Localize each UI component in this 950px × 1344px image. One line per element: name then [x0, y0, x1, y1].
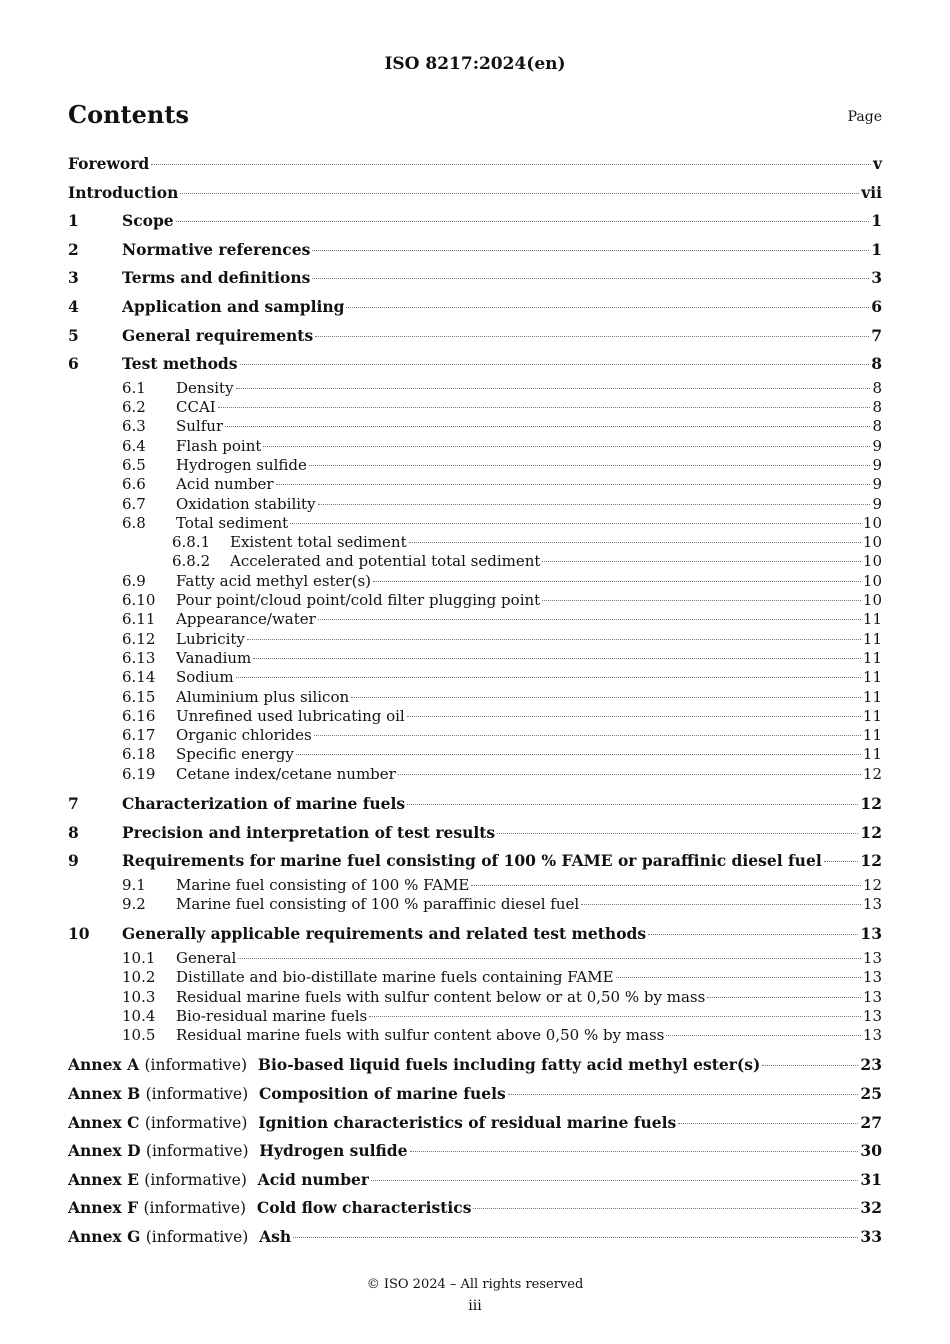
annex-title: Composition of marine fuels [258, 1084, 506, 1104]
page-number: iii [468, 1298, 482, 1314]
toc-annex-entry[interactable] [68, 1194, 882, 1223]
dot-leader [707, 997, 861, 998]
toc-entry[interactable] [68, 630, 882, 649]
toc-page-number: 32 [860, 1198, 882, 1218]
toc-page-number: v [872, 154, 882, 173]
toc-page-number: 1 [871, 239, 882, 259]
toc-entry-title: Pour point/cloud point/cold filter plugging point [176, 591, 541, 610]
toc-page-number: 13 [862, 1006, 882, 1025]
toc-page-number: 27 [860, 1112, 882, 1132]
toc-entry[interactable] [68, 610, 882, 629]
toc-page-number: 8 [872, 378, 882, 397]
toc-entry[interactable] [68, 1007, 882, 1026]
dot-leader [296, 754, 861, 755]
toc-entry[interactable] [68, 649, 882, 668]
annex-label: Annex E [68, 1169, 139, 1189]
toc-page-number: vii [861, 182, 882, 202]
dot-leader [236, 388, 871, 389]
toc-entry-number: 6.6 [122, 475, 146, 494]
toc-page-number: 3 [871, 268, 882, 288]
toc-entry-title: Bio-residual marine fuels [176, 1006, 368, 1025]
toc-entry-number: 10.4 [122, 1006, 156, 1025]
toc-annex-entry[interactable] [68, 1051, 882, 1080]
annex-qualifier: (informative) [144, 1056, 248, 1075]
toc-entry-number: 7 [68, 793, 79, 813]
dot-leader [409, 542, 861, 543]
toc-entry[interactable] [68, 514, 882, 533]
dot-leader [407, 804, 858, 805]
toc-entry-number: 2 [68, 239, 79, 259]
toc-entry-title: Lubricity [176, 629, 245, 648]
dot-leader [314, 735, 861, 736]
toc-page-number: 12 [860, 822, 882, 842]
toc-entry-title: Marine fuel consisting of 100 % paraffinic diesel fuel [176, 895, 580, 914]
toc-page-number: 9 [872, 494, 882, 513]
dot-leader [497, 833, 858, 834]
toc-entry[interactable] [68, 745, 882, 764]
toc-entry-number: 6.4 [122, 436, 146, 455]
toc-entry-number: 9.1 [122, 875, 146, 894]
toc-entry-number: 6.13 [122, 648, 156, 667]
toc-entry-number: 6.18 [122, 745, 156, 764]
dot-leader [666, 1035, 861, 1036]
annex-title: Cold flow characteristics [256, 1198, 472, 1218]
toc-entry-title: Foreword [68, 154, 150, 173]
dot-leader [247, 639, 861, 640]
toc-entry-number: 6.16 [122, 706, 156, 725]
toc-page-number: 13 [862, 968, 882, 987]
toc-entry-number: 6.14 [122, 668, 156, 687]
toc-entry-number: 6.3 [122, 417, 146, 436]
toc-page-number: 11 [862, 668, 882, 687]
dot-leader [236, 677, 861, 678]
dot-leader [180, 193, 859, 194]
dot-leader [315, 336, 869, 337]
toc-entry-number: 4 [68, 296, 79, 316]
toc-entry-number: 6 [68, 354, 79, 374]
toc-entry-title: Characterization of marine fuels [122, 793, 406, 813]
dot-leader [312, 250, 869, 251]
toc-page-number: 25 [860, 1084, 882, 1104]
toc-entry[interactable] [68, 236, 882, 265]
toc-entry[interactable] [68, 398, 882, 417]
toc-page-number: 11 [862, 648, 882, 667]
toc-annex-entry[interactable] [68, 1109, 882, 1138]
toc-entry[interactable] [68, 819, 882, 848]
dot-leader [508, 1094, 859, 1095]
annex-qualifier: (informative) [145, 1228, 249, 1246]
toc-entry-title: Organic chlorides [176, 726, 312, 745]
toc-page-number: 13 [862, 948, 882, 967]
toc-entry-title: Terms and definitions [122, 268, 311, 288]
toc-entry-title: Aluminium plus silicon [176, 687, 350, 706]
toc-entry[interactable] [68, 150, 882, 179]
dot-leader [276, 484, 871, 485]
toc-entry[interactable] [68, 322, 882, 351]
toc-page-number: 10 [862, 513, 882, 532]
toc-entry-title: Accelerated and potential total sediment [230, 552, 541, 571]
dot-leader [762, 1065, 858, 1066]
annex-qualifier: (informative) [144, 1113, 248, 1132]
toc-entry-number: 6.7 [122, 494, 146, 513]
toc-annex-title [68, 1223, 291, 1252]
toc-entry[interactable] [68, 533, 882, 552]
toc-entry-number: 6.8.2 [172, 552, 211, 571]
toc-page-number: 9 [872, 455, 882, 474]
toc-entry-title: General requirements [122, 325, 314, 345]
toc-entry[interactable] [68, 949, 882, 968]
toc-annex-title [68, 1109, 676, 1138]
dot-leader [407, 716, 861, 717]
dot-leader [346, 307, 869, 308]
toc-entry[interactable] [68, 417, 882, 436]
toc-entry[interactable] [68, 726, 882, 745]
dot-leader [581, 904, 861, 905]
toc-entry-number: 10.2 [122, 968, 156, 987]
toc-page-number: 11 [862, 706, 882, 725]
annex-title: Bio-based liquid fuels including fatty acid methyl ester(s) [257, 1055, 761, 1075]
toc-entry-title: Existent total sediment [230, 533, 407, 552]
toc-page-number: 11 [862, 745, 882, 764]
dot-leader [240, 364, 870, 365]
dot-leader [371, 1180, 858, 1181]
dot-leader [218, 407, 871, 408]
dot-leader [312, 278, 869, 279]
toc-page-number: 12 [862, 875, 882, 894]
toc-entry-number: 6.15 [122, 687, 156, 706]
annex-label: Annex G [68, 1227, 141, 1246]
annex-title: Acid number [257, 1169, 370, 1189]
toc-page-number: 11 [862, 610, 882, 629]
toc-entry[interactable] [68, 456, 882, 475]
toc-entry-number: 6.11 [122, 610, 156, 629]
toc-page-number: 9 [872, 475, 882, 494]
toc-page-number: 10 [862, 571, 882, 590]
dot-leader [176, 221, 870, 222]
dot-leader [542, 600, 861, 601]
dot-leader [398, 774, 861, 775]
annex-title: Ash [259, 1227, 292, 1246]
annex-qualifier: (informative) [144, 1170, 247, 1189]
toc-page-number: 11 [862, 726, 882, 745]
toc-page-number: 8 [871, 354, 882, 374]
toc-annex-entry[interactable] [68, 1080, 882, 1109]
dot-leader [542, 561, 860, 562]
toc-entry-number: 9.2 [122, 895, 146, 914]
annex-label: Annex F [68, 1198, 139, 1218]
dot-leader [471, 885, 861, 886]
dot-leader [318, 504, 871, 505]
toc-entry-title: Requirements for marine fuel consisting of 100 % FAME or paraffinic diesel fuel [122, 851, 822, 871]
toc-entry[interactable] [68, 895, 882, 914]
dot-leader [648, 934, 858, 935]
toc-annex-title [68, 1137, 408, 1166]
toc-entry-number: 6.8 [122, 513, 146, 532]
toc-entry-title: Unrefined used lubricating oil [176, 706, 405, 725]
toc-entry-number: 6.5 [122, 455, 146, 474]
toc-entry-title: Oxidation stability [176, 494, 316, 513]
dot-leader [318, 619, 861, 620]
toc-page-number: 6 [871, 296, 882, 316]
toc-entry[interactable] [68, 572, 882, 591]
dot-leader [616, 977, 861, 978]
toc-entry-title: Residual marine fuels with sulfur content below or at 0,50 % by mass [176, 987, 706, 1006]
toc-entry-title: Test methods [122, 354, 238, 374]
toc-page-number: 13 [862, 987, 882, 1006]
toc-page-number: 30 [860, 1141, 882, 1161]
toc-entry-number: 6.10 [122, 591, 156, 610]
toc-entry-title: Total sediment [176, 513, 289, 532]
dot-leader [238, 958, 861, 959]
toc-entry-number: 6.12 [122, 629, 156, 648]
toc-page-number: 8 [872, 398, 882, 417]
annex-label: Annex D [68, 1141, 141, 1161]
toc-entry-number: 6.8.1 [172, 533, 211, 552]
toc-entry-title: Cetane index/cetane number [176, 764, 396, 783]
toc-entry[interactable] [68, 379, 882, 398]
toc-entry-number: 5 [68, 325, 79, 345]
annex-qualifier: (informative) [145, 1142, 249, 1161]
toc-page-number: 7 [871, 325, 882, 345]
dot-leader [253, 658, 861, 659]
toc-entry[interactable] [68, 350, 882, 379]
toc-annex-title [68, 1051, 760, 1080]
toc-entry-number: 10 [68, 924, 90, 944]
toc-page-number: 12 [860, 793, 882, 813]
dot-leader [293, 1237, 858, 1238]
toc-entry[interactable] [68, 688, 882, 707]
dot-leader [410, 1151, 859, 1152]
toc-entry-title: Normative references [122, 239, 311, 259]
toc-entry-title: Distillate and bio-distillate marine fuels containing FAME [176, 968, 614, 987]
toc-entry-title: Vanadium [176, 648, 252, 667]
toc-annex-entry[interactable] [68, 1166, 882, 1195]
toc-entry-title: Generally applicable requirements and related test methods [122, 924, 647, 944]
toc-entry-title: Sulfur [176, 417, 224, 436]
dot-leader [263, 446, 870, 447]
toc-page-number: 9 [872, 436, 882, 455]
toc-entry[interactable] [68, 707, 882, 726]
toc-entry-number: 6.1 [122, 378, 146, 397]
toc-page-number: 10 [862, 552, 882, 571]
annex-label: Annex A [68, 1055, 140, 1075]
toc-page-number: 10 [862, 533, 882, 552]
toc-page-number: 23 [860, 1055, 882, 1075]
annex-qualifier: (informative) [143, 1199, 247, 1218]
toc-page-number: 33 [860, 1227, 882, 1246]
toc-entry-title: Appearance/water [176, 610, 316, 629]
toc-entry-title: Scope [122, 211, 174, 231]
dot-leader [369, 1016, 861, 1017]
toc-entry-title: Marine fuel consisting of 100 % FAME [176, 875, 470, 894]
toc-entry-title: Sodium [176, 668, 234, 687]
toc-entry-title: Flash point [176, 436, 262, 455]
toc-entry[interactable] [68, 968, 882, 987]
toc-entry-title: Application and sampling [122, 296, 345, 316]
annex-qualifier: (informative) [145, 1085, 249, 1104]
annex-title: Hydrogen sulfide [259, 1141, 408, 1161]
toc-entry-title: Hydrogen sulfide [176, 455, 307, 474]
toc-entry-title: CCAI [176, 398, 216, 417]
toc-entry[interactable] [68, 179, 882, 208]
toc-entry-title: Acid number [176, 475, 274, 494]
toc-entry-number: 6.17 [122, 726, 156, 745]
table-of-contents [68, 150, 882, 1252]
toc-entry[interactable] [68, 552, 882, 571]
toc-entry[interactable] [68, 475, 882, 494]
page-column-label: Page [847, 109, 882, 125]
annex-label: Annex C [68, 1112, 140, 1132]
toc-entry[interactable] [68, 591, 882, 610]
toc-page-number: 12 [862, 764, 882, 783]
toc-annex-title [68, 1080, 506, 1109]
dot-leader [678, 1123, 858, 1124]
toc-entry-number: 10.3 [122, 987, 156, 1006]
toc-annex-title [68, 1194, 471, 1223]
toc-page-number: 12 [860, 851, 882, 871]
toc-entry-title: Specific energy [176, 745, 294, 764]
toc-entry[interactable] [68, 988, 882, 1007]
annex-title: Ignition characteristics of residual marine fuels [258, 1112, 677, 1132]
toc-page-number: 8 [872, 417, 882, 436]
toc-entry[interactable] [68, 920, 882, 949]
toc-page-number: 11 [862, 629, 882, 648]
toc-entry[interactable] [68, 437, 882, 456]
toc-entry-number: 10.5 [122, 1026, 156, 1045]
toc-entry[interactable] [68, 207, 882, 236]
toc-entry[interactable] [68, 847, 882, 876]
toc-entry[interactable] [68, 264, 882, 293]
toc-annex-entry[interactable] [68, 1137, 882, 1166]
toc-entry[interactable] [68, 1026, 882, 1045]
toc-entry-title: Residual marine fuels with sulfur content above 0,50 % by mass [176, 1026, 665, 1045]
toc-page-number: 13 [860, 924, 882, 944]
dot-leader [309, 465, 871, 466]
dot-leader [290, 523, 861, 524]
toc-entry-number: 9 [68, 851, 79, 871]
toc-entry-title: Density [176, 378, 234, 397]
toc-entry-number: 6.19 [122, 764, 156, 783]
toc-entry-number: 10.1 [122, 948, 156, 967]
toc-entry-number: 3 [68, 268, 79, 288]
toc-annex-entry[interactable] [68, 1223, 882, 1252]
toc-entry[interactable] [68, 668, 882, 687]
dot-leader [824, 861, 859, 862]
annex-label: Annex B [68, 1084, 141, 1104]
toc-entry-title: Precision and interpretation of test results [122, 822, 496, 842]
toc-entry[interactable] [68, 876, 882, 895]
copyright-footer: © ISO 2024 – All rights reserved [366, 1277, 584, 1292]
contents-heading: Contents [68, 100, 189, 129]
toc-page-number: 10 [862, 591, 882, 610]
toc-page-number: 31 [860, 1169, 882, 1189]
toc-page-number: 1 [871, 211, 882, 231]
dot-leader [351, 697, 861, 698]
toc-entry[interactable] [68, 790, 882, 819]
toc-page-number: 13 [862, 1026, 882, 1045]
dot-leader [225, 426, 870, 427]
toc-entry-number: 6.2 [122, 398, 146, 417]
toc-entry[interactable] [68, 495, 882, 514]
toc-entry-title: Fatty acid methyl ester(s) [176, 571, 372, 590]
dot-leader [151, 164, 871, 165]
toc-entry-number: 1 [68, 211, 79, 231]
toc-entry[interactable] [68, 765, 882, 784]
dot-leader [373, 581, 861, 582]
toc-entry-number: 6.9 [122, 571, 146, 590]
toc-entry[interactable] [68, 293, 882, 322]
document-id-header: ISO 8217:2024(en) [384, 54, 566, 74]
dot-leader [473, 1208, 858, 1209]
toc-entry-title: General [176, 948, 237, 967]
toc-entry-number: 8 [68, 822, 79, 842]
toc-annex-title [68, 1166, 369, 1195]
toc-page-number: 11 [862, 687, 882, 706]
toc-entry-title: Introduction [68, 182, 179, 202]
toc-page-number: 13 [862, 895, 882, 914]
